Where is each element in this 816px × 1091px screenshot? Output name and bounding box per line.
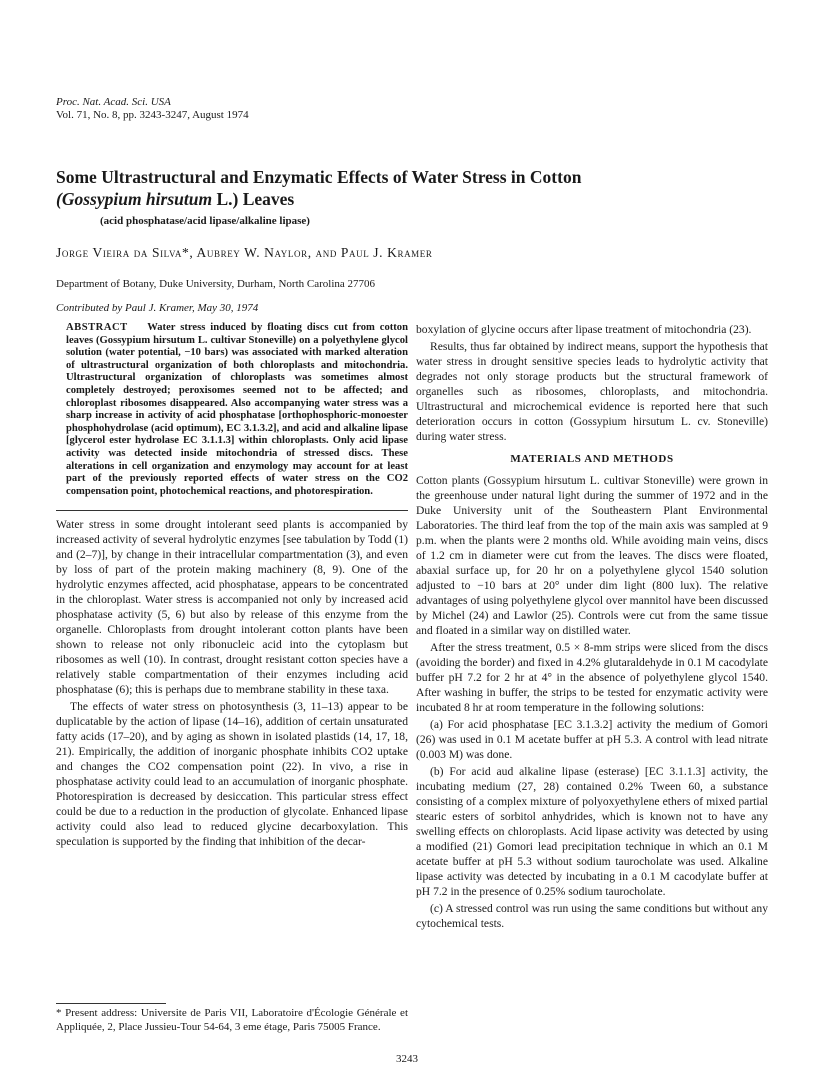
methods-paragraph-1: Cotton plants (Gossypium hirsutum L. cultivar Stoneville) were grown in the greenhouse under natural light during the summer of 1972 and in the Duke University unit of the Southeastern Plant Environmental Laboratories. The third leaf from the top of the main axis was sampled at 9 p.m. when the plants were 2 months old. While avoiding main veins, discs of 1.2 cm in diameter were cut from the leaves. The discs were floated, abaxial surface up, for 20 hr on a polyethylene glycol 1540 solution adjusted to −10 bars at 20° under dim light (800 lux). The relative advantages of using polyethylene glycol over mannitol have been discussed by Michel (24) and Lawlor (25). Controls were cut from the same tissue and floated in a similar way on distilled water. bbox=[416, 474, 768, 637]
title-line1: Some Ultrastructural and Enzymatic Effects of Water Stress in Cotton bbox=[56, 167, 582, 187]
left-column bbox=[56, 322, 408, 851]
footnote-divider bbox=[56, 1003, 166, 1004]
abstract-text: Water stress induced by floating discs cut from cotton leaves (Gossypium hirsutum L. cultivar Stoneville) on a polyethylene glycol solution (water potential, −10 bars) was associated with marked alteration of ultrastructural organization of both chloroplasts and mitochondria. Ultrastructural organization of chloroplasts was sometimes almost completely destroyed; peroxisomes seemed not to be affected; and chloroplast ribosomes disappeared. Also accompanying water stress was a sharp increase in activity of acid phosphatase [orthophosphoric-monoester phosphohydrolase (acid optimum), EC 3.1.3.2], and acid and alkaline lipase [glycerol ester hydrolase EC 3.1.1.3] within chloroplasts. Only acid lipase activity was detected inside mitochondria of stressed discs. These alterations in cell organization and enzymology may account for at least part of the previously reported effects of water stress on the CO2 compensation point, photochemical reactions, and photorespiration. bbox=[66, 322, 408, 497]
abstract bbox=[56, 322, 408, 506]
footnote: * Present address: Universite de Paris VII, Laboratoire d'Écologie Générale et Appliquée, 2, Place Jussieu-Tour 54-64, 3 eme étage, Paris 75005 France. bbox=[56, 1007, 408, 1033]
journal-volume: Vol. 71, No. 8, pp. 3243-3247, August 1974 bbox=[56, 109, 249, 121]
title-species: (Gossypium hirsutum bbox=[56, 189, 213, 209]
intro-paragraph-continued: boxylation of glycine occurs after lipase treatment of mitochondria (23). bbox=[416, 323, 752, 336]
methods-paragraph-2: After the stress treatment, 0.5 × 8-mm strips were sliced from the discs (avoiding the border) and fixed in 4.2% glutaraldehyde in 0.1 M cacodylate buffer pH 7.2 for 2 hr at 4° in the absence of polyethylene glycol 1540. After washing in buffer, the strips to be tested for enzymatic activity were incubated 8 hr at room temperature in the following solutions: bbox=[416, 641, 768, 714]
abstract-label: ABSTRACT bbox=[66, 322, 128, 333]
intro-paragraph-3: Results, thus far obtained by indirect means, support the hypothesis that water stress in drought sensitive species leads to hydrolytic activity that degrades not only storage products but the structural framework of organelles such as ribosomes, chloroplasts, and mitochondria. Ultrastructural and microchemical evidence is reported here that such deterioration occurs in cotton (Gossypium hirsutum L. cv. Stoneville) during water stress. bbox=[416, 340, 768, 443]
journal-name: Proc. Nat. Acad. Sci. USA bbox=[56, 96, 171, 108]
methods-paragraph-a: (a) For acid phosphatase [EC 3.1.3.2] activity the medium of Gomori (26) was used in 0.1 M acetate buffer at pH 5.3. A control with lead nitrate (0.003 M) was done. bbox=[416, 718, 768, 761]
authors: Jorge Vieira da Silva*, Aubrey W. Naylor, and Paul J. Kramer bbox=[56, 245, 433, 260]
title-rest: L.) Leaves bbox=[212, 189, 295, 209]
right-column bbox=[416, 322, 768, 933]
page-number: 3243 bbox=[396, 1053, 418, 1065]
methods-paragraph-c: (c) A stressed control was run using the same conditions but without any cytochemical tests. bbox=[416, 902, 768, 930]
abstract-divider bbox=[56, 510, 408, 511]
keywords: (acid phosphatase/acid lipase/alkaline lipase) bbox=[100, 215, 310, 227]
contributed-by: Contributed by Paul J. Kramer, May 30, 1974 bbox=[56, 302, 259, 314]
methods-heading: MATERIALS AND METHODS bbox=[510, 453, 674, 465]
intro-paragraph-2: The effects of water stress on photosynthesis (3, 11–13) appear to be duplicatable by the action of lipase (14–16), addition of certain unsaturated fatty acids (17–20), and by aging as shown in isolated plastids (14, 17, 18, 21). Empirically, the addition of inorganic phosphate inhibits CO2 uptake and changes the CO2 compensation point (22). In vivo, a rise in phosphatase activity could lead to an accumulation of inorganic phosphate. Photorespiration is decreased by desiccation. This particular stress effect could be due to a reduction in the production of glycolate. Enhanced lipase activity could also lead to reduced glycine decarboxylation. This speculation is supported by the finding that inhibition of the decar- bbox=[56, 700, 408, 849]
intro-paragraph-1: Water stress in some drought intolerant seed plants is accompanied by increased activity of several hydrolytic enzymes [see tabulation by Todd (1) and (2–7)], by change in their intracellular compartmentation (3), and even by loss of part of the protein making machinery (8, 9). One of the hydrolytic enzymes affected, acid phosphatase, appears to be concentrated in the chloroplast. Water stress is accompanied not only by increased acid phosphatase activity (5, 6) but also by release of this enzyme from the organelle. Chloroplasts from drought intolerant cotton plants have been shown to release not only ribonucleic acid into the cytoplasm but ribosomes as well (10). In contrast, drought resistant cotton species have a relatively stable compartmentation of their enzymes including acid phosphatase (6); this is perhaps due to membrane stability in these taxa. bbox=[56, 518, 408, 697]
paper-title bbox=[56, 166, 766, 210]
journal-citation bbox=[56, 96, 249, 122]
methods-paragraph-b: (b) For acid aud alkaline lipase (esterase) [EC 3.1.1.3] activity, the incubating medium (27, 28) contained 0.2% Tween 60, a substance consisting of a complex mixture of polyoxyethylene ethers of mixed partial stearic esters of sorbitol anhydrides, which is known not to have any swelling effects on chloroplasts. Acid lipase activity was detected by using a modified (21) Gomori lead precipitation technique in which an 0.1 M acetate buffer at pH 5.3 without sodium taurocholate was used. Alkaline lipase activity was detected by incubating in a 0.1 M cacodylate buffer at pH 7.2 in the presence of 0.25% sodium taurocholate. bbox=[416, 765, 768, 898]
affiliation: Department of Botany, Duke University, Durham, North Carolina 27706 bbox=[56, 278, 376, 290]
